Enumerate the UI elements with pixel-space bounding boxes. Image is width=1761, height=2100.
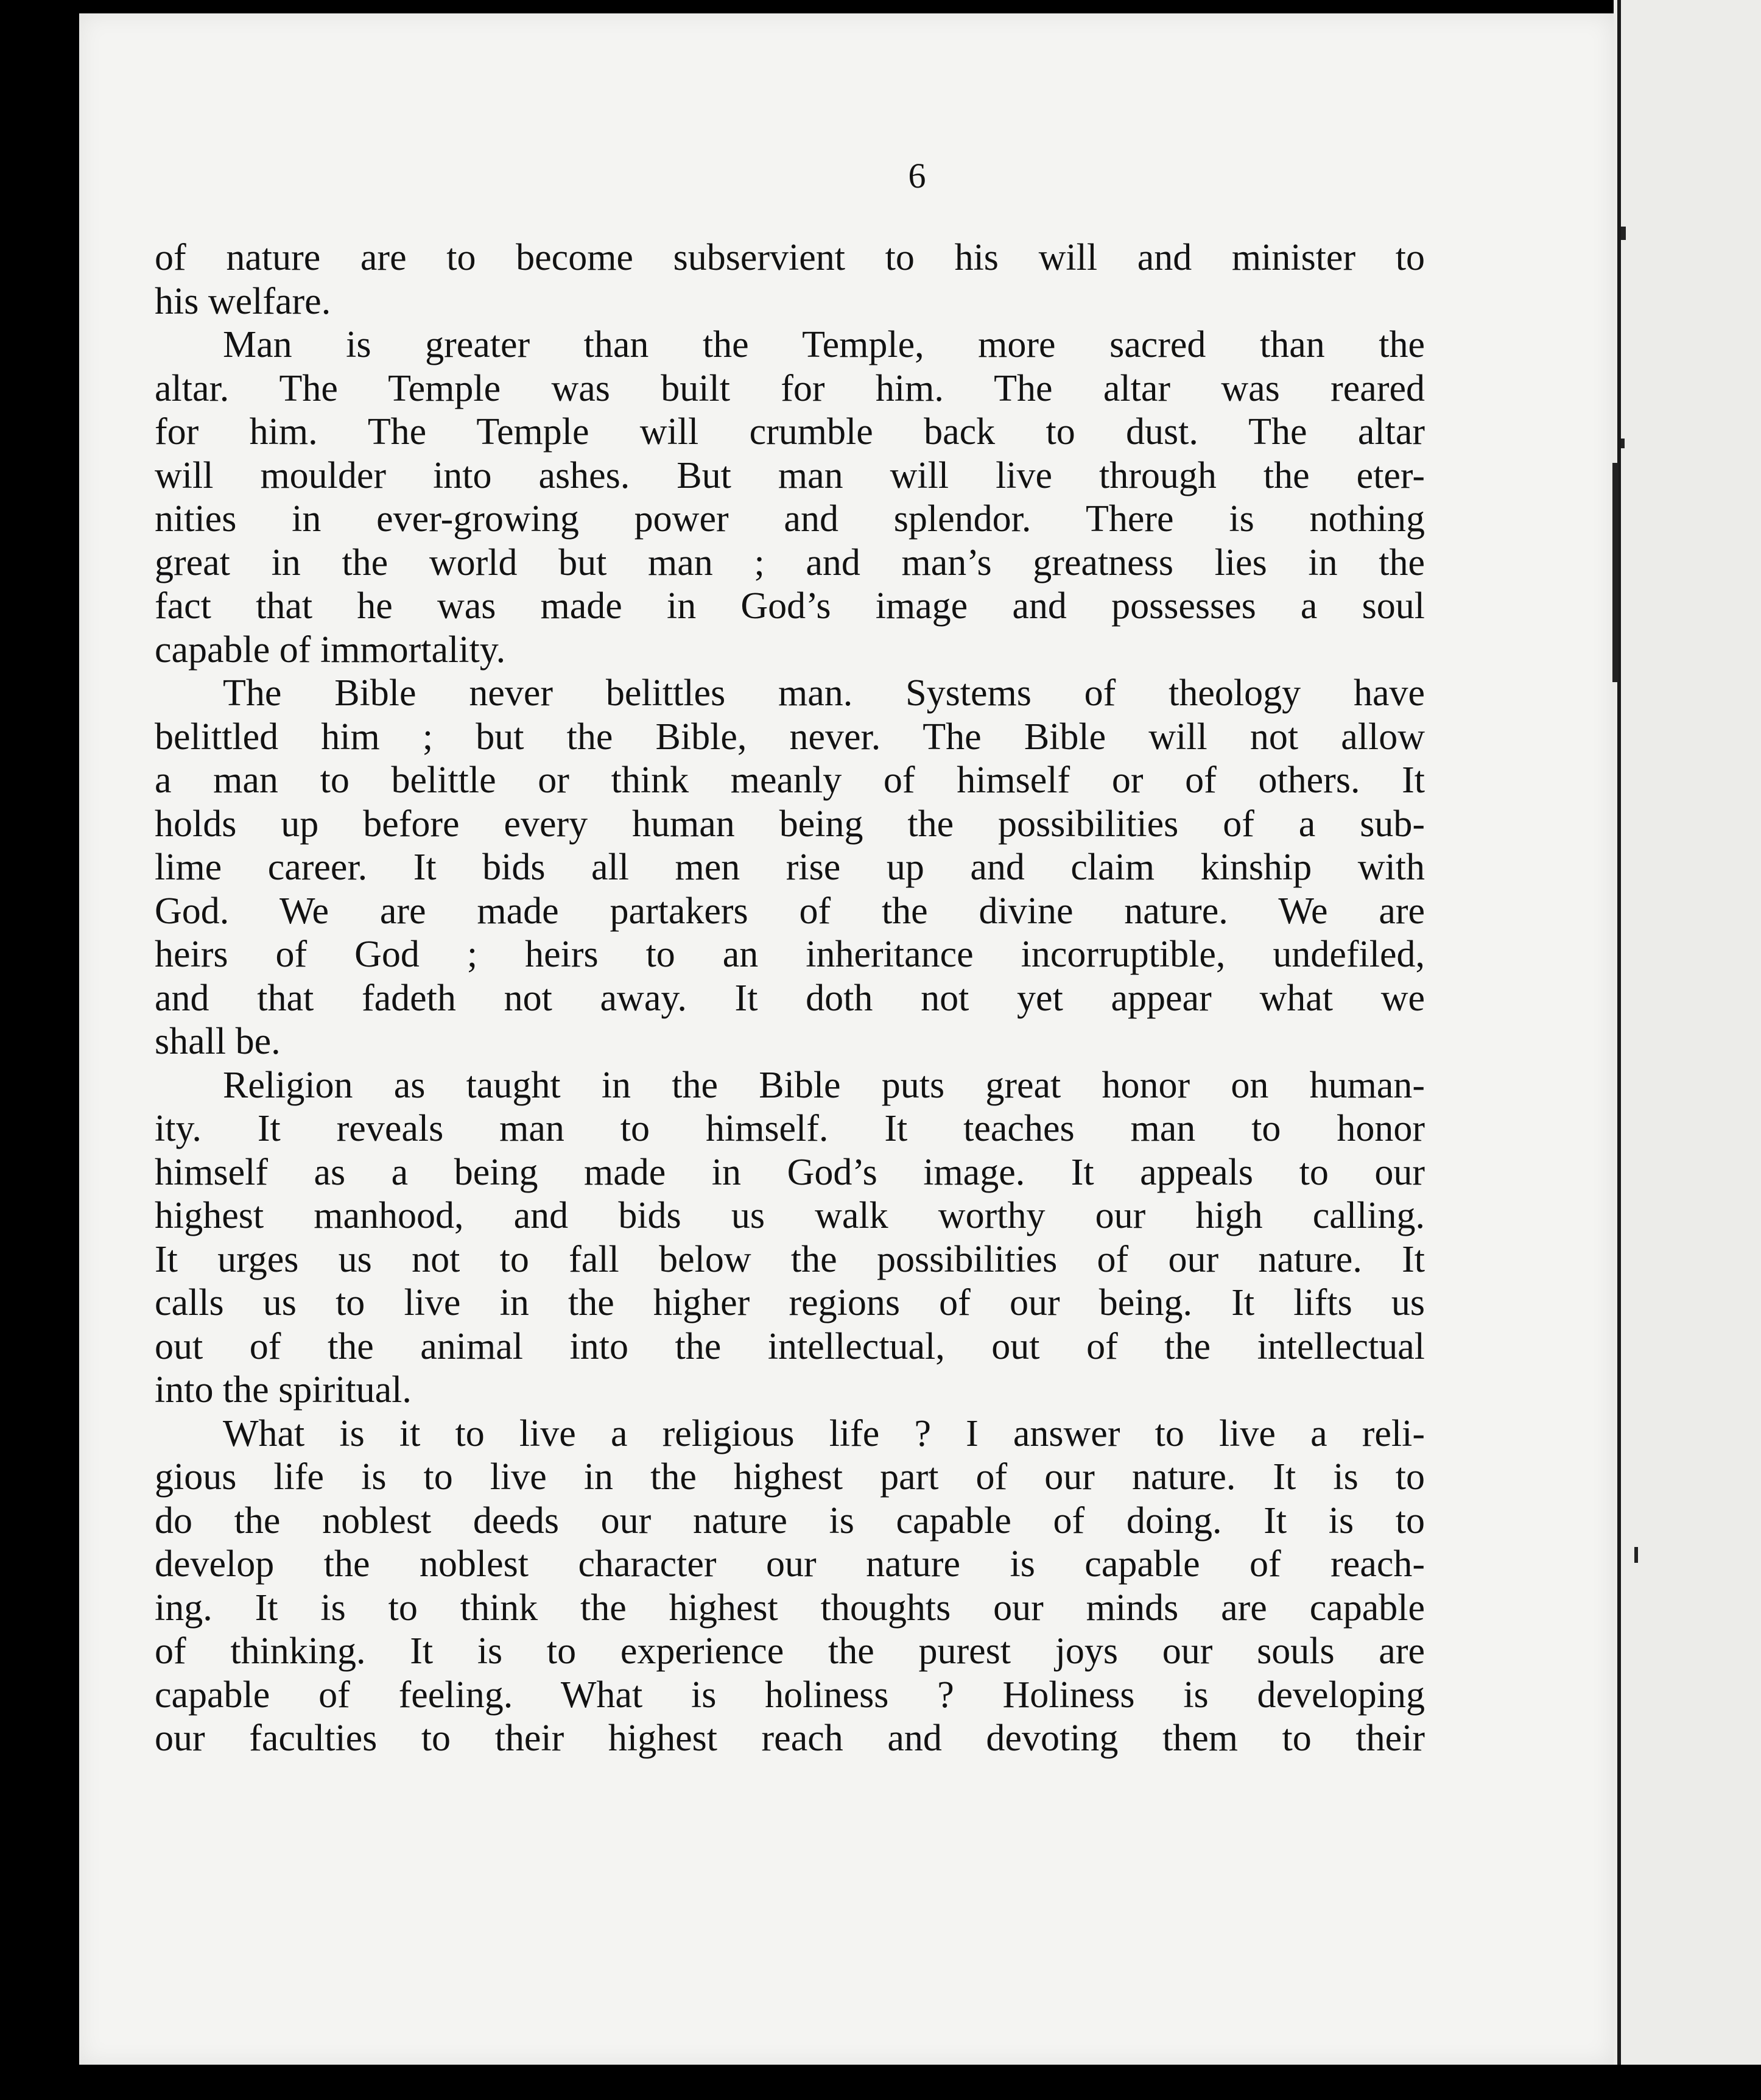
scan-speck <box>1621 227 1626 240</box>
scan-speck <box>1612 463 1619 682</box>
text-line: What is it to live a religious life ? I answer to live a reli- <box>223 1412 1425 1454</box>
text-line: fact that he was made in God’s image and possesses a soul <box>155 585 1425 627</box>
body-text <box>155 236 1425 1761</box>
text-line: his welfare. <box>155 280 331 322</box>
text-line: ing. It is to think the highest thoughts our minds are capable <box>155 1587 1425 1629</box>
text-line: out of the animal into the intellectual, out of the intellectual <box>155 1325 1425 1367</box>
text-line: will moulder into ashes. But man will live through the eter- <box>155 454 1425 496</box>
text-line: calls us to live in the higher regions of our being. It lifts us <box>155 1282 1425 1323</box>
scan-speck <box>1634 1547 1638 1563</box>
text-line: himself as a being made in God’s image. It appeals to our <box>155 1151 1425 1193</box>
text-line: heirs of God ; heirs to an inheritance incorruptible, undefiled, <box>155 934 1425 975</box>
text-line: capable of immortality. <box>155 629 506 671</box>
text-line: God. We are made partakers of the divine nature. We are <box>155 890 1425 932</box>
scan-speck <box>1621 439 1625 448</box>
text-line: our faculties to their highest reach and devoting them to their <box>155 1718 1425 1759</box>
text-line: ity. It reveals man to himself. It teaches man to honor <box>155 1108 1425 1149</box>
text-line: develop the noblest character our nature is capable of reach- <box>155 1543 1425 1585</box>
scan-border-top <box>0 0 1761 13</box>
text-line: belittled him ; but the Bible, never. The Bible will not allow <box>155 716 1425 758</box>
text-line: of thinking. It is to experience the purest joys our souls are <box>155 1630 1425 1672</box>
text-line: a man to belittle or think meanly of himself or of others. It <box>155 759 1425 801</box>
text-line: highest manhood, and bids us walk worthy our high calling. <box>155 1195 1425 1236</box>
text-line: capable of feeling. What is holiness ? Holiness is developing <box>155 1674 1425 1716</box>
text-line: Religion as taught in the Bible puts great honor on human- <box>223 1064 1425 1106</box>
text-line: holds up before every human being the possibilities of a sub- <box>155 803 1425 845</box>
text-line: nities in ever-growing power and splendor. There is nothing <box>155 498 1425 540</box>
text-line: shall be. <box>155 1021 281 1062</box>
page-gutter-line <box>1617 0 1621 2100</box>
text-line: great in the world but man ; and man’s greatness lies in the <box>155 541 1425 583</box>
text-line: do the noblest deeds our nature is capable of doing. It is to <box>155 1499 1425 1542</box>
text-line: It urges us not to fall below the possibilities of our nature. It <box>155 1238 1425 1280</box>
text-line: for him. The Temple will crumble back to dust. The altar <box>155 411 1425 453</box>
text-line: The Bible never belittles man. Systems of theology have <box>223 672 1425 714</box>
scan-border-bottom <box>0 2065 1761 2100</box>
adjacent-page-edge <box>1614 0 1761 2100</box>
text-line: gious life is to live in the highest part of our nature. It is to <box>155 1456 1425 1498</box>
text-line: Man is greater than the Temple, more sacred than the <box>223 324 1425 365</box>
text-line: lime career. It bids all men rise up and claim kinship with <box>155 847 1425 888</box>
text-line: and that fadeth not away. It doth not yet appear what we <box>155 977 1425 1019</box>
text-line: into the spiritual. <box>155 1369 412 1411</box>
text-line: of nature are to become subservient to his will and minister to <box>155 237 1425 278</box>
page-number: 6 <box>908 156 926 196</box>
text-line: altar. The Temple was built for him. The altar was reared <box>155 367 1425 409</box>
